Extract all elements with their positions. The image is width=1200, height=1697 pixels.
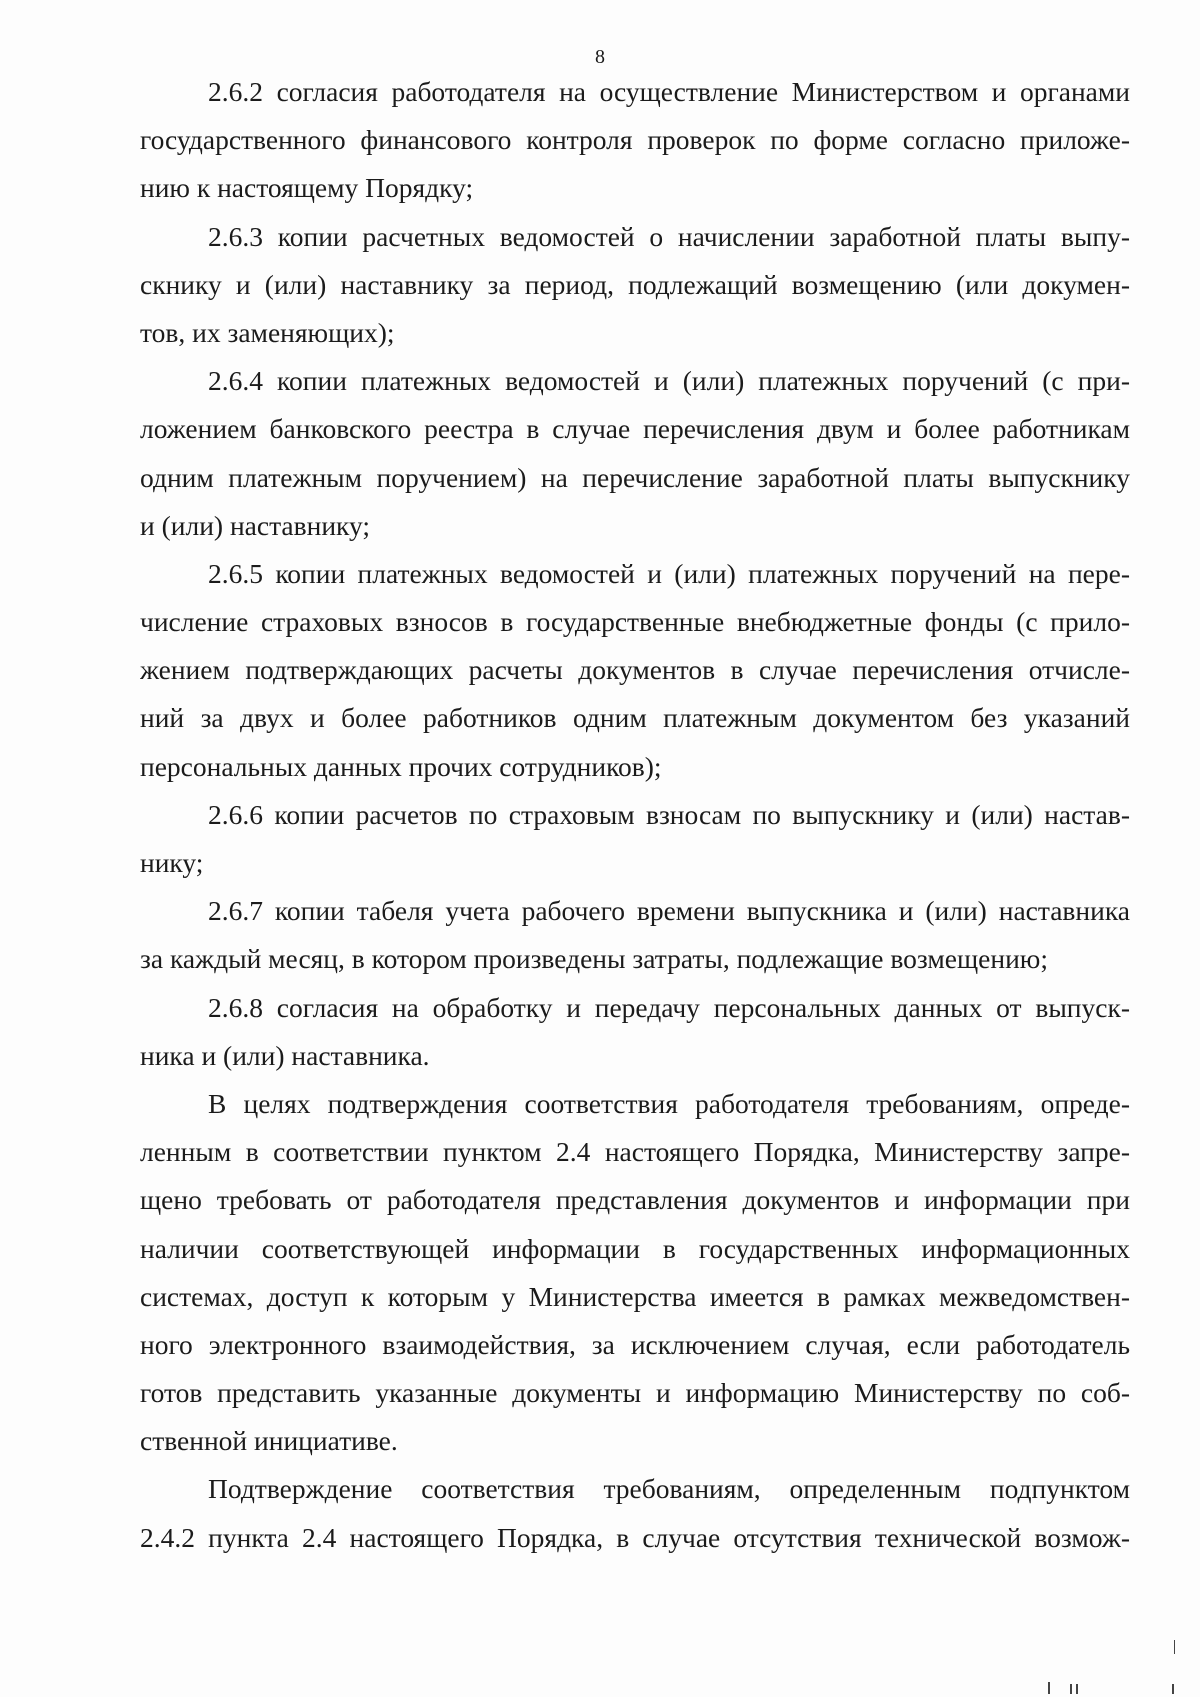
page-number: 8 — [595, 46, 605, 68]
paragraph-2-6-5 — [140, 550, 1130, 791]
text-line: одним платежным поручением) на перечисление заработной платы выпускнику — [140, 461, 1130, 493]
text-line: Подтверждение соответствия требованиям, определенным подпунктом — [208, 1473, 1130, 1505]
scan-artifact — [1048, 1682, 1050, 1694]
text-line: В целях подтверждения соответствия работодателя требованиям, опреде- — [208, 1087, 1130, 1119]
document-body — [140, 68, 1130, 1562]
scan-artifact — [1070, 1684, 1072, 1694]
text-line: скнику и (или) наставнику за период, подлежащий возмещению (или докумен- — [140, 268, 1130, 300]
text-line: тов, их заменяющих); — [140, 316, 395, 348]
text-line: ленным в соответствии пунктом 2.4 настоящего Порядка, Министерству запре- — [140, 1136, 1130, 1168]
text-line: готов представить указанные документы и информацию Министерству по соб- — [140, 1377, 1130, 1409]
text-line: нику; — [140, 847, 204, 878]
paragraph-2-6-8 — [140, 984, 1130, 1080]
text-line: ственной инициативе. — [140, 1425, 398, 1457]
scan-artifact — [1076, 1684, 1078, 1694]
text-line: 2.6.3 копии расчетных ведомостей о начислении заработной платы выпу- — [208, 220, 1130, 252]
paragraph-confirmation — [140, 1080, 1130, 1466]
paragraph-2-6-7 — [140, 887, 1130, 983]
scan-artifact — [1174, 1640, 1175, 1654]
text-line: щено требовать от работодателя представления документов и информации при — [140, 1184, 1130, 1216]
text-line: 2.6.4 копии платежных ведомостей и (или) платежных поручений (с при- — [208, 365, 1130, 397]
text-line: числение страховых взносов в государственные внебюджетные фонды (с прило- — [140, 606, 1130, 638]
text-line: 2.6.5 копии платежных ведомостей и (или) платежных поручений на пере- — [208, 557, 1130, 589]
text-line: 2.6.2 согласия работодателя на осуществление Министерством и органами — [208, 76, 1130, 107]
text-line: и (или) наставнику; — [140, 509, 371, 541]
text-line: 2.4.2 пункта 2.4 настоящего Порядка, в случае отсутствия технической возмож- — [140, 1521, 1130, 1553]
text-line: нию к настоящему Порядку; — [140, 172, 474, 204]
text-line: ного электронного взаимодействия, за исключением случая, если работодатель — [140, 1328, 1130, 1360]
text-line: 2.6.6 копии расчетов по страховым взносам по выпускнику и (или) настав- — [208, 798, 1130, 830]
text-line: жением подтверждающих расчеты документов в случае перечисления отчисле- — [140, 654, 1130, 686]
text-line: 2.6.7 копии табеля учета рабочего времени выпускника и (или) наставника — [208, 895, 1130, 927]
text-line: наличии соответствующей информации в государственных информационных — [140, 1232, 1130, 1264]
text-line: государственного финансового контроля проверок по форме согласно приложе- — [140, 124, 1130, 156]
paragraph-final — [140, 1465, 1130, 1561]
paragraph-2-6-3 — [140, 213, 1130, 358]
text-line: за каждый месяц, в котором произведены затраты, подлежащие возмещению; — [140, 943, 1048, 975]
text-line: ника и (или) наставника. — [140, 1039, 430, 1071]
paragraph-2-6-2 — [140, 68, 1130, 213]
paragraph-2-6-6 — [140, 791, 1130, 887]
text-line: ложением банковского реестра в случае перечисления двум и более работникам — [140, 413, 1130, 445]
text-line: системах, доступ к которым у Министерства имеется в рамках межведомствен- — [140, 1280, 1130, 1312]
text-line: ний за двух и более работников одним платежным документом без указаний — [140, 702, 1130, 734]
text-line: персональных данных прочих сотрудников); — [140, 750, 662, 782]
scan-artifact — [1172, 1684, 1174, 1694]
text-line: 2.6.8 согласия на обработку и передачу персональных данных от выпуск- — [208, 991, 1130, 1023]
paragraph-2-6-4 — [140, 357, 1130, 550]
